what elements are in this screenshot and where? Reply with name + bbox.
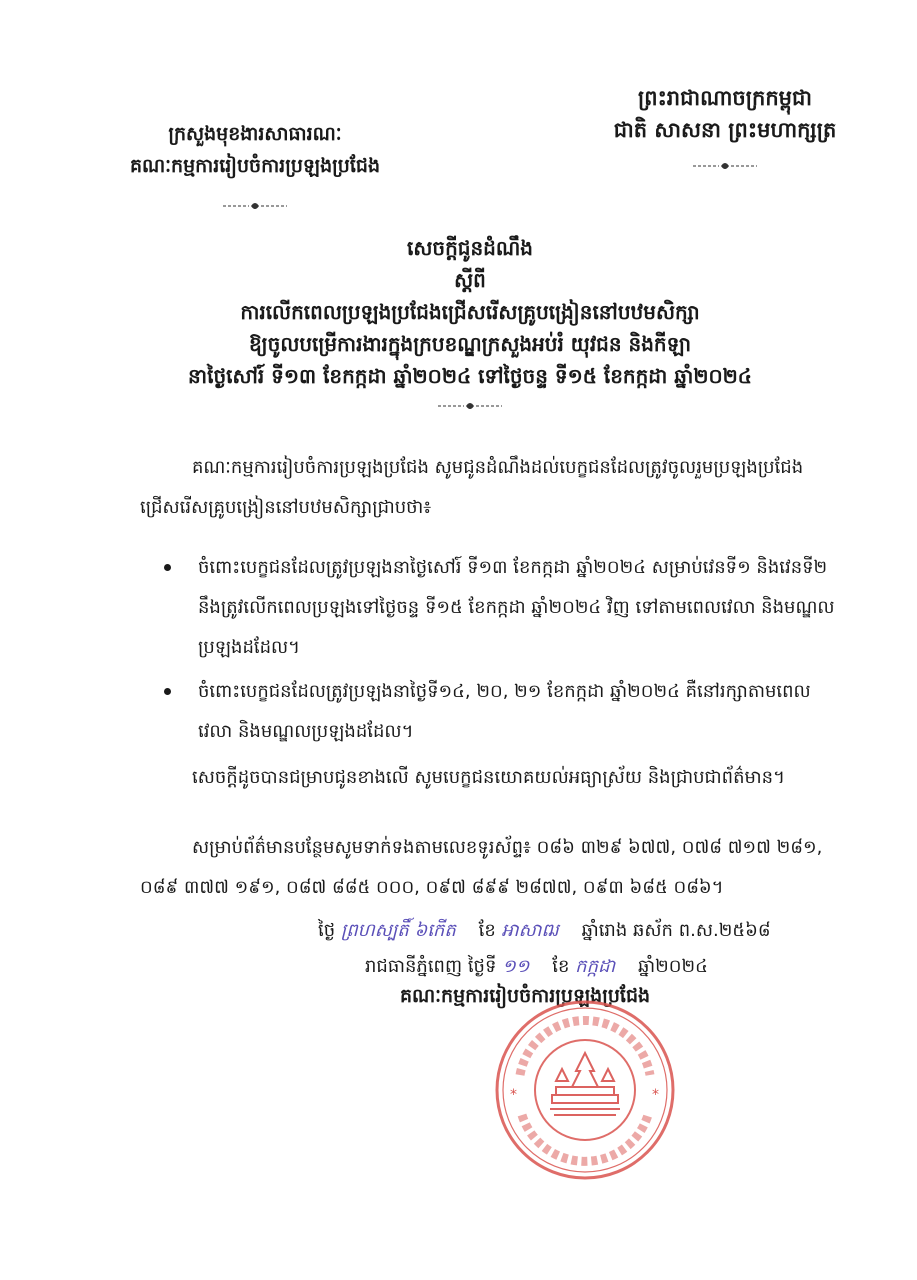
kingdom-name: ព្រះរាជាណាចក្រកម្ពុជា xyxy=(637,86,812,110)
ministry-ornament xyxy=(223,200,287,212)
ministry-name: ក្រសួងមុខងារសាធារណៈ xyxy=(168,123,342,145)
bullet-text-1: ចំពោះបេក្ខជនដែលត្រូវប្រឡងនាថ្ងៃសៅរ៍ ទី១៣ ខែកក្កដា ឆ្នាំ២០២៤ សម្រាប់វេនទី១ និងវេនទី២ នឹងត្រូវលើកពេលប្រឡងទៅថ្ងៃចន្ទ ទី១៥ ខែកក្កដា ឆ្នាំ២០២៤ វិញ ទៅតាមពេលវេលា និងមណ្ឌលប្រឡងដដែល។ xyxy=(198,557,835,658)
bullet-item xyxy=(160,672,840,752)
place-and-day-label: រាជធានីភ្នំពេញ ថ្ងៃទី xyxy=(365,956,497,977)
title-line-3: ការលើកពេលប្រឡងប្រជែងជ្រើសរើសគ្រូបង្រៀននៅបឋមសិក្សា xyxy=(240,300,700,324)
lunar-month-label: ខែ xyxy=(478,920,496,941)
lunar-day-handwritten: ព្រហស្បតិ៍ ៦កើត xyxy=(340,920,456,941)
svg-text:*: * xyxy=(510,1087,517,1103)
lunar-day-prefix: ថ្ងៃ xyxy=(318,920,336,941)
title-line-2: ស្តីពី xyxy=(454,268,486,292)
stamp-seal-icon xyxy=(490,995,680,1185)
notice-title xyxy=(150,232,790,412)
bullet-text-2: ចំពោះបេក្ខជនដែលត្រូវប្រឡងនាថ្ងៃទី១៤, ២០, ២១ ខែកក្កដា ឆ្នាំ២០២៤ គឺនៅរក្សាតាមពេលវេលា និងមណ្ឌលប្រឡងដដែល។ xyxy=(198,681,811,742)
title-ornament xyxy=(438,400,502,412)
year: ឆ្នាំ២០២៤ xyxy=(638,956,708,977)
kingdom-header xyxy=(605,82,845,172)
contact-paragraph: សម្រាប់ព័ត៌មានបន្ថែមសូមទាក់ទងតាមលេខទូរស័ព្ទ៖ ០៨៦ ៣២៩ ៦៧៧, ០៧៨ ៧១៧ ២៨១, ០៨៩ ៣៧៧ ១៩១, ០៨៧ ៨៨៥ ០០០, ០៩៧ ៨៩៩ ២៨៧៧, ០៩៣ ៦៨៥ ០៨៦។ xyxy=(140,837,823,898)
bullet-dot xyxy=(164,564,171,571)
header-ornament xyxy=(693,160,757,172)
bullet-dot xyxy=(164,688,171,695)
title-line-5: នាថ្ងៃសៅរ៍ ទី១៣ ខែកក្កដា ឆ្នាំ២០២៤ ទៅថ្ងៃចន្ទ ទី១៥ ខែកក្កដា ឆ្នាំ២០២៤ xyxy=(188,364,752,388)
lunar-year: ឆ្នាំរោង ឆស័ក ព.ស.២៥៦៨ xyxy=(581,920,771,941)
ministry-header xyxy=(120,118,390,212)
gregorian-date-line xyxy=(365,954,708,981)
lunar-month-handwritten: អាសាឍ xyxy=(501,920,559,941)
closing-paragraph: សេចក្តីដូចបានជម្រាបជូនខាងលើ សូមបេក្ខជនយោគយល់អធ្យាស្រ័យ និងជ្រាបជាព័ត៌មាន។ xyxy=(192,767,785,788)
official-stamp xyxy=(490,995,680,1185)
day-handwritten: ១១ xyxy=(502,956,530,977)
committee-name: គណៈកម្មការរៀបចំការប្រឡងប្រជែង xyxy=(129,155,381,177)
notice-bullets xyxy=(160,548,840,756)
lunar-date-line xyxy=(318,918,771,945)
kingdom-motto: ជាតិ សាសនា ព្រះមហាក្សត្រ xyxy=(613,118,837,142)
signing-organization: គណៈកម្មការរៀបចំការប្រឡងប្រជែង xyxy=(400,985,651,1007)
svg-text:*: * xyxy=(652,1087,659,1103)
title-line-1: សេចក្តីជូនដំណឹង xyxy=(407,236,533,260)
title-line-4: ឱ្យចូលបម្រើការងារក្នុងក្របខណ្ឌក្រសួងអប់រំ យុវជន និងកីឡា xyxy=(248,332,692,356)
bullet-item xyxy=(160,548,840,668)
month-handwritten: កក្កដា xyxy=(575,956,616,977)
month-label: ខែ xyxy=(552,956,570,977)
intro-paragraph: គណៈកម្មការរៀបចំការប្រឡងប្រជែង សូមជូនដំណឹងដល់បេក្ខជនដែលត្រូវចូលរួមប្រឡងប្រជែងជ្រើសរើសគ្រូបង្រៀននៅបឋមសិក្សាជ្រាបថា៖ xyxy=(140,457,804,518)
